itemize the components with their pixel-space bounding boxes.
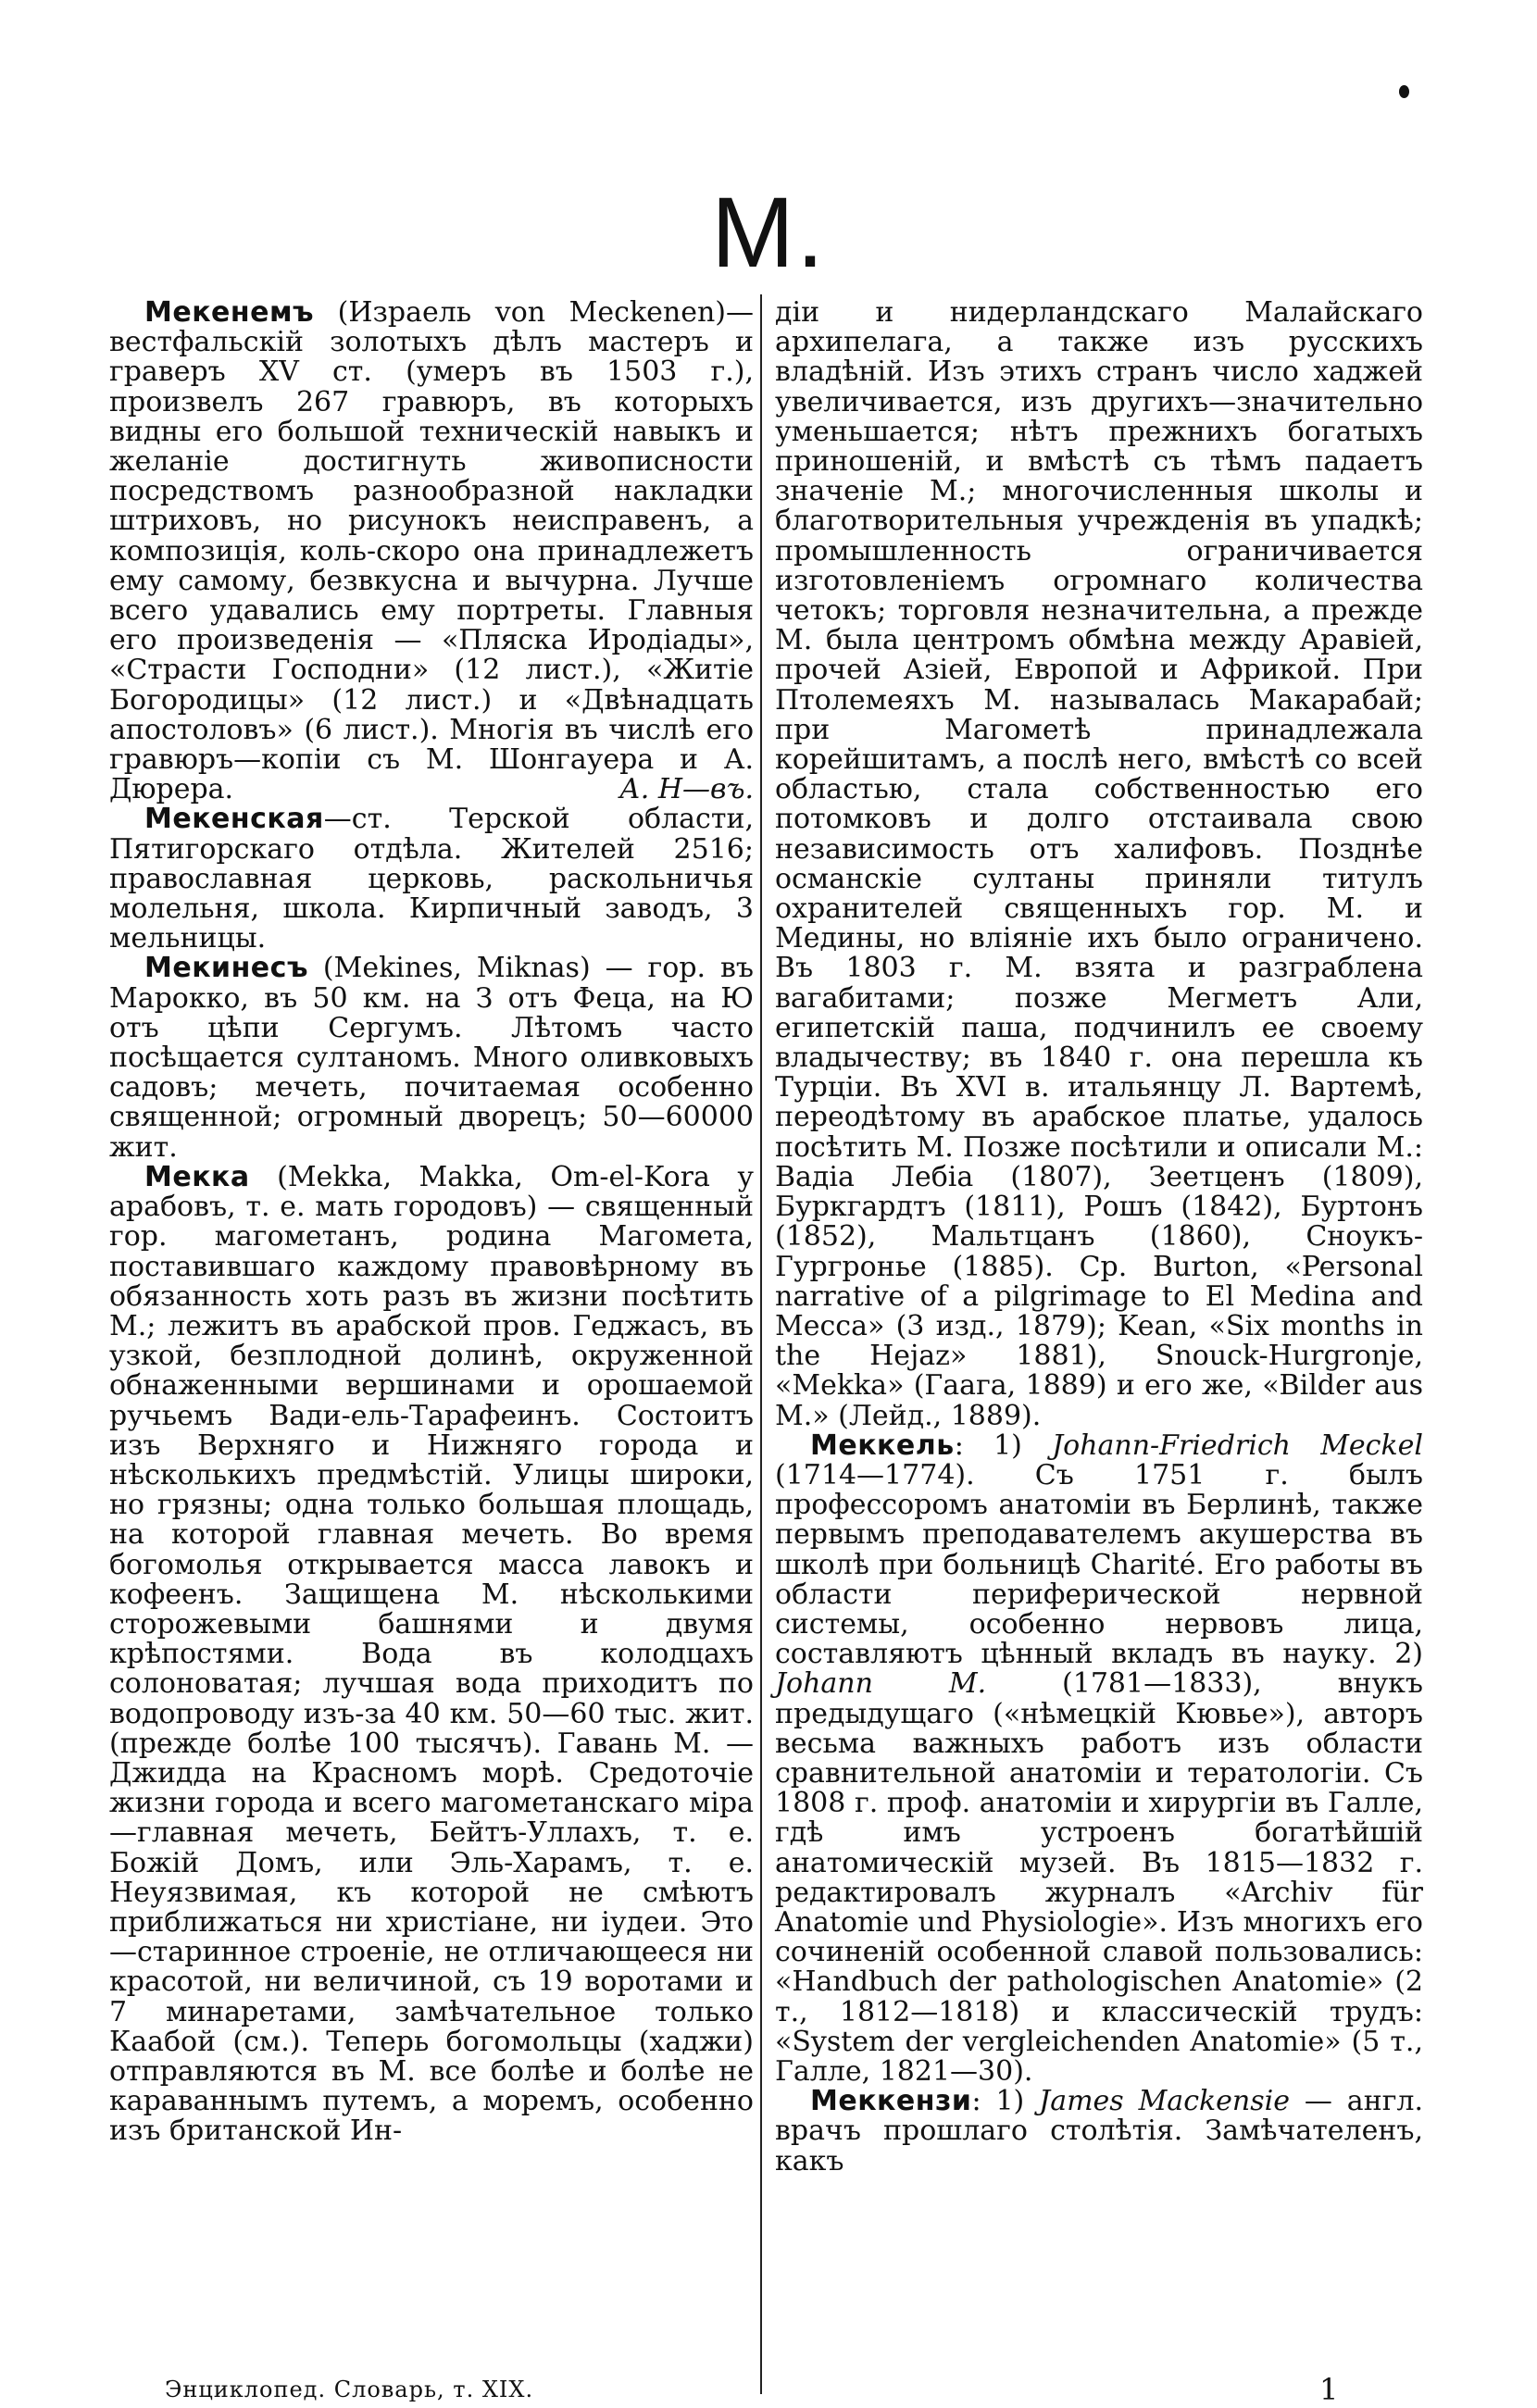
person-name: Johann-Friedrich Meckel: [1052, 1429, 1423, 1462]
person-name: James Mackensie: [1039, 2085, 1290, 2118]
entry-text: — англ. врачъ прошлаго столѣтія. Замѣчателенъ, какъ: [775, 2085, 1424, 2177]
entry-mackenzie: [775, 2087, 1423, 2177]
entry-text: (1714—1774). Съ 1751 г. былъ профессоромъ анатоміи въ Берлинѣ, также первымъ преподавателемъ акушерства въ школѣ при больницѣ Charité. Его работы въ области периферической нервной системы, особенно нервовъ лица, составляютъ цѣнный вкладъ въ науку. 2): [775, 1458, 1423, 1671]
entry-meckenen: [109, 298, 754, 805]
ink-spot: [1399, 85, 1409, 98]
headword: Мекенская: [144, 803, 324, 836]
entry-mekka-continued: [775, 298, 1423, 1431]
left-column: [109, 298, 754, 2147]
entry-text: : 1): [971, 2085, 1040, 2118]
entry-text: (Mekka, Makka, Om-el-Kora у арабовъ, т. е. мать городовъ) — священный гор. магометанъ, родина Магомета, поставившаго каждому правовѣрному въ обязанность хоть разъ въ жизни посѣтить М.; лежитъ въ арабской пров. Геджасъ, въ узкой, безплодной долинѣ, окруженной обнаженными вершинами и орошаемой ручьемъ Вади-ель-Тарафеинъ. Состоитъ изъ Верхняго и Нижняго города и нѣсколькихъ предмѣстій. Улицы широки, но грязны; одна только большая площадь, на которой главная мечеть. Во время богомолья открывается масса лавокъ и кофеенъ. Защищена М. нѣсколькими сторожевыми башнями и двумя крѣпостями. Вода въ колодцахъ солоноватая; лучшая вода приходитъ по водопроводу изъ-за 40 км. 50—60 тыс. жит. (прежде болѣе 100 тысячъ). Гавань М. — Джидда на Красномъ морѣ. Средоточіе жизни города и всего магометанскаго міра—главная мечеть, Бейтъ-Уллахъ, т. е. Божій Домъ, или Эль-Харамъ, т. е. Неуязвимая, къ которой не смѣютъ приближаться ни христіане, ни іудеи. Это—старинное строеніе, не отличающееся ни красотой, ни величиной, съ 19 воротами и 7 минаретами, замѣчательное только Каабой (см.). Теперь богомольцы (хаджи) отправляются въ М. все болѣе и болѣе не караваннымъ путемъ, а моремъ, особенно изъ британской Ин-: [109, 1160, 754, 2148]
column-divider: [760, 294, 762, 2394]
section-letter: М.: [711, 176, 826, 288]
entry-text: (1781—1833), внукъ предыдущаго («нѣмецкій Кювье»), авторъ весьма важныхъ работъ изъ области сравнительной анатоміи и тератологіи. Съ 1808 г. проф. анатоміи и хирургіи въ Галле, гдѣ имъ устроенъ богатѣйшій анатомическій музей. Въ 1815—1832 г. редактировалъ журналъ «Archiv für Anatomie und Physiologie». Изъ многихъ его сочиненій особенной славой пользовались: «Handbuch der pathologischen Anatomie» (2 т., 1812—1818) и классическій трудъ: «System der vergleichenden Anatomie» (5 т., Галле, 1821—30).: [775, 1667, 1423, 2088]
entry-mekines: [109, 954, 754, 1162]
entry-mekenskaya: [109, 805, 754, 954]
entry-text: діи и нидерландскаго Малайскаго архипелага, а также изъ русскихъ владѣній. Изъ этихъ странъ число хаджей увеличивается, изъ другихъ—значительно уменьшается; нѣтъ прежнихъ богатыхъ приношеній, и вмѣстѣ съ тѣмъ падаетъ значеніе М.; многочисленныя школы и благотворительныя учрежденія въ упадкѣ; промышленность ограничивается изготовленіемъ огромнаго количества четокъ; торговля незначительна, а прежде М. была центромъ обмѣна между Аравіей, прочей Азіей, Европой и Африкой. При Птолемеяхъ М. называлась Макарабай; при Магометѣ принадлежала корейшитамъ, а послѣ него, вмѣстѣ со всей областью, стала собственностью его потомковъ и долго отстаивала свою независимость отъ халифовъ. Позднѣе османскіе султаны приняли титулъ охранителей священныхъ гор. М. и Медины, но вліяніе ихъ было ограничено. Въ 1803 г. М. взята и разграблена вагабитами; позже Мегметъ Али, египетскій паша, подчинилъ ее своему владычеству; въ 1840 г. она перешла къ Турціи. Въ XVI в. итальянцу Л. Вартемѣ, переодѣтому въ арабское платье, удалось посѣтить М. Позже посѣтили и описали М.: Вадіа Лебіа (1807), Зеетценъ (1809), Буркгардтъ (1811), Рошъ (1842), Буртонъ (1852), Мальтцанъ (1860), Сноукъ-Гургронье (1885). Ср. Burton, «Personal narrative of a pilgrimage to El Medina and Mecca» (3 изд., 1879); Kean, «Six months in the Hejaz» 1881), Snouck-Hurgronje, «Mekka» (Гаага, 1889) и его же, «Bilder aus M.» (Лейд., 1889).: [775, 296, 1423, 1432]
entry-text: (Израель von Meckenen)—вестфальскій золотыхъ дѣлъ мастеръ и граверъ XV ст. (умеръ въ 1503 г.), произвелъ 267 гравюръ, въ которыхъ видны его большой техническій навыкъ и желаніе достигнуть живописности посредствомъ разнообразной накладки штриховъ, но рисунокъ неисправенъ, а композиція, коль-скоро она принадлежетъ ему самому, безвкусна и вычурна. Лучше всего удавались ему портреты. Главныя его произведенія — «Пляска Иродіады», «Страсти Господни» (12 лист.), «Житіе Богородицы» (12 лист.) и «Двѣнадцать апостоловъ» (6 лист.). Многія въ числѣ его гравюръ—копіи съ М. Шонгауера и А. Дюрера.: [109, 296, 754, 806]
entry-text: —ст. Терской области, Пятигорскаго отдѣла. Жителей 2516; православная церковь, раскольничья молельня, школа. Кирпичный заводъ, 3 мельницы.: [109, 803, 754, 955]
entry-text: : 1): [954, 1429, 1053, 1462]
entry-text: (Mekines, Miknas) — гор. въ Марокко, въ 50 км. на З отъ Феца, на Ю отъ цѣпи Сергумъ. Лѣтомъ часто посѣщается султаномъ. Много оливковыхъ садовъ; мечеть, почитаемая особенно священной; огромный дворецъ; 50—60000 жит.: [109, 952, 754, 1164]
headword: Меккель: [810, 1429, 955, 1462]
headword: Меккензи: [810, 2085, 972, 2118]
headword: Мекка: [144, 1160, 250, 1193]
entry-mekka: [109, 1160, 754, 2148]
headword: Мекенемъ: [144, 296, 315, 329]
footer-source: Энциклопед. Словарь, т. XIX.: [165, 2377, 534, 2402]
page-number: 1: [1319, 2372, 1339, 2407]
right-column: [775, 298, 1423, 2177]
author-signature: А. Н—въ.: [619, 773, 754, 806]
person-name: Johann M.: [775, 1667, 987, 1701]
entry-meckel: [775, 1431, 1423, 2087]
headword: Мекинесъ: [144, 952, 308, 985]
